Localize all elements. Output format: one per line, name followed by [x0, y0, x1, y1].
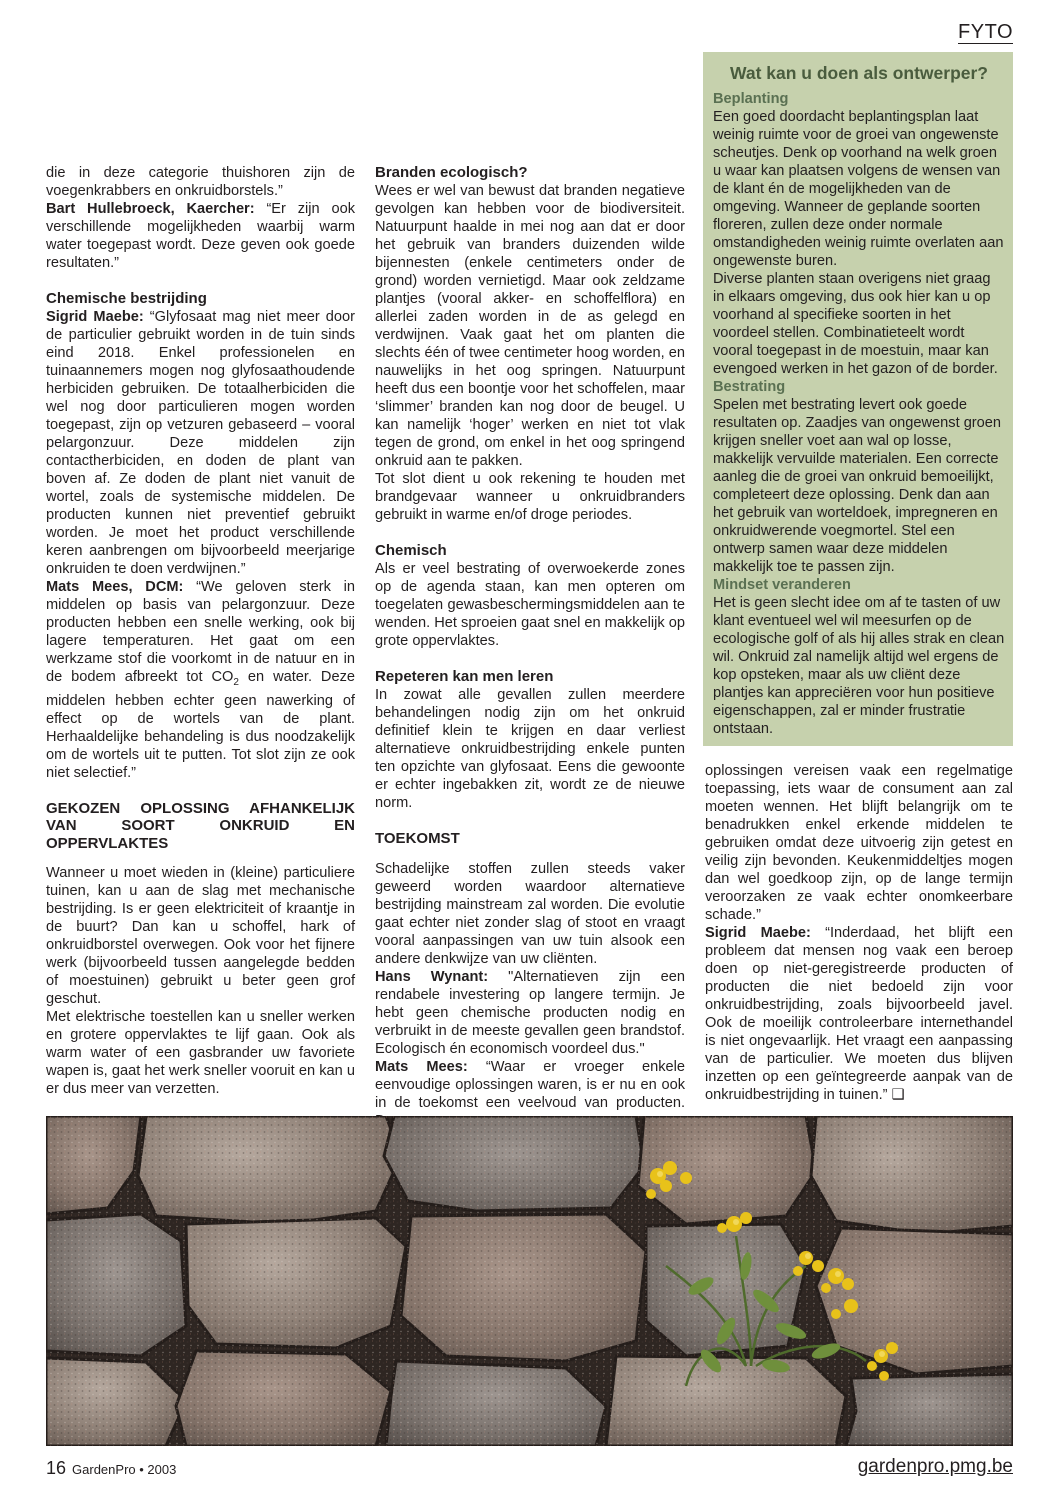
sidebar-heading-mindset: Mindset veranderen — [713, 577, 851, 593]
sidebar-paragraph: Het is geen slecht idee om af te tasten of uw klant eventueel wel wil meesurfen op de ecologische golf of als hij alles strak en clean wil. Onkruid zal namelijk altijd wel ergens de kop opsteken, maar als uw cliënt deze plantjes kan appreciëren voor hun positieve eigenschappen, zal er minder frustratie ontstaan. — [713, 595, 1005, 737]
subscript: 2 — [233, 676, 239, 688]
paragraph: oplossingen vereisen vaak een regelmatige toepassing, iets waar de consument aan zal moeten wennen. Het blijft belangrijk om te benadrukken enkel erkende middelen te gebruiken omdat deze uitvoerig zijn getest en veilig zijn bevonden. Keukenmiddeltjes mogen dan wel goedkoop zijn, op de lange termijn veroorzaken ze vaak echter onomkeerbare schade.” — [705, 763, 1013, 923]
paragraph: Wees er wel van bewust dat branden negatieve gevolgen kan hebben voor de biodiversiteit. Natuurpunt haalde in mei nog aan dat er door het gebruik van branders duizenden wilde bijennesten (enkele centimeters onder de grond) worden vernietigd. Maar ook zeldzame plantjes (vooral akker- en schoffelflora) en allerlei zaden worden in de as gelegd en verdwijnen. Vaak gaat het om planten die slechts één of twee centimeter hoog worden, en nauwelijks in het oog springen. Natuurpunt heeft dus een boontje voor het schoffelen, maar ‘slimmer’ branden kan nog door de beugel. U kan namelijk ‘hoger’ werken en niet tot vlak tegen de grond, om enkel in het oog springend onkruid aan te pakken. — [375, 183, 685, 469]
heading-chemische-bestrijding: Chemische bestrijding — [46, 290, 207, 307]
sidebar-paragraph: Diverse planten staan overigens niet graag in elkaars omgeving, dus ook hier kan u op voorhand al specifieke soorten in het voordeel stellen. Combinatieteelt wordt vooral toegepast in de moestuin, maar kan evengoed werken in het gazon of de border. — [713, 271, 998, 377]
speaker-name: Bart Hullebroeck, Kaercher: — [46, 201, 255, 217]
heading-gekozen-oplossing: GEKOZEN OPLOSSING AFHANKELIJK VAN SOORT ONKRUID EN OPPERVLAKTES — [46, 799, 355, 852]
quote-text: "Alternatieven zijn een rendabele investering op langere termijn. Je hebt geen chemische producten nodig en verbruikt in de meeste gevallen geen brandstof. Ecologisch én economisch voordeel dus." — [375, 968, 685, 1057]
quote-text: “Inderdaad, het blijft een probleem dat mensen nog vaak een beroep doen op niet-geregistreerde producten of producten die niet bedoeld zijn voor onkruidbestrijding, zoals bijvoorbeeld javel. Ook de moeilijk controleerbare internethandel is niet ongevaarlijk. Het vraagt een aanpassing van de particulier. We moeten dus blijven inzetten op een geïntegreerde aanpak van de onkruidbestrijding in tuinen.” — [705, 925, 1013, 1103]
quote-sigrid — [705, 924, 1013, 1104]
column-2 — [375, 164, 685, 1130]
quote-text: “We geloven sterk in middelen op basis van pelargonzuur. Deze producten hebben een snelle werking, ook bij lagere temperaturen. Het gaat om een werkzame stof die voorkomt in de natuur en in de bodem afbreekt tot CO — [46, 579, 355, 685]
heading-repeteren: Repeteren kan men leren — [375, 668, 554, 685]
paragraph: Tot slot dient u ook rekening te houden met brandgevaar wanneer u onkruidbranders gebruikt in warme en/of droge periodes. — [375, 471, 685, 523]
paragraph: Met elektrische toestellen kan u sneller werken en grotere oppervlaktes te lijf gaan. Ook als warm water of een gasbrander uw favoriete wapen is, gaat het werk sneller vooruit en kan u er dus meer van verzetten. — [46, 1009, 355, 1098]
footer-url-link[interactable]: gardenpro.pmg.be — [857, 1456, 1013, 1477]
quote-text: “Er zijn ook verschillende mogelijkheden waarbij warm water toegepast wordt. Deze geven ook goede resultaten.” — [46, 201, 355, 271]
quote-text: “Waar er vroeger enkele eenvoudige oplossingen waren, is er nu en ook in de toekomst een veelvoud van producten. — [375, 1058, 685, 1111]
column-1 — [46, 164, 355, 1098]
paragraph: Schadelijke stoffen zullen steeds vaker geweerd worden waardoor alternatieve bestrijding mainstream zal worden. Die evolutie gaat echter niet zonder slag of stoot en vraagt vooral aanpassingen van uw tuin alsook een andere denkwijze van uw cliënten. — [375, 860, 685, 967]
paragraph: die in deze categorie thuishoren zijn de voegenkrabbers en onkruidborstels.” — [46, 165, 355, 199]
quote-sigrid — [46, 308, 355, 578]
page-number: 16 — [46, 1458, 67, 1478]
heading-toekomst: TOEKOMST — [375, 830, 460, 847]
speaker-name: Hans Wynant: — [375, 968, 489, 985]
heading-branden-ecologisch: Branden ecologisch? — [375, 164, 528, 181]
speaker-name: Sigrid Maebe: — [46, 309, 144, 325]
quote-hans — [375, 968, 685, 1058]
heading-chemisch: Chemisch — [375, 542, 447, 559]
end-mark-icon: ❑ — [891, 1087, 905, 1103]
quote-bart — [46, 200, 355, 272]
paragraph: Wanneer u moet wieden in (kleine) particuliere tuinen, kan u aan de slag met mechanische bestrijding. Is er geen elektriciteit of kraantje in de buurt? Dan kan u schoffel, hark of onkruidborstel overwegen. Ook voor het fijnere werk (bijvoorbeeld tussen aangelegde bedden of moestuinen) gebruikt u beter geen grof geschut. — [46, 865, 355, 1008]
sidebar-paragraph: Een goed doordacht beplantingsplan laat weinig ruimte voor de groei van ongewenste scheutjes. Denk op voorhand na welk groen u waar kan plaatsen volgens de wensen van de klant én de mogelijkheden van de omgeving. Wanneer de geplande soorten floreren, zullen deze onder normale omstandigheden weinig ruimte overlaten aan ongewenste buren. — [713, 109, 1004, 269]
sidebar-title: Wat kan u doen als ontwerper? — [730, 63, 988, 83]
speaker-name: Mats Mees, DCM: — [46, 579, 184, 595]
quote-mats — [46, 578, 355, 782]
photo-stone-wall — [46, 1116, 1013, 1446]
section-tag: FYTO — [958, 21, 1013, 43]
speaker-name: Mats Mees: — [375, 1058, 468, 1075]
stone-wall-image — [46, 1116, 1013, 1446]
speaker-name: Sigrid Maebe: — [705, 925, 811, 941]
paragraph: Als er veel bestrating of overwoekerde zones op de agenda staan, kan men opteren om toegelaten gewasbeschermingsmiddelen aan te wenden. Het sproeien gaat snel en makkelijk op grote oppervlaktes. — [375, 561, 685, 649]
sidebar-box — [703, 52, 1013, 746]
sidebar-heading-bestrating: Bestrating — [713, 379, 786, 395]
paragraph: In zowat alle gevallen zullen meerdere behandelingen nodig zijn om het onkruid definitief klein te krijgen en daar verliest alternatieve onkruidbestrijding enkele punten ten opzichte van glyfosaat. Eens die gewoonte er echter ingebakken zit, wordt ze de nieuwe norm. — [375, 687, 685, 811]
column-3 — [705, 762, 1013, 1104]
quote-text: “Glyfosaat mag niet meer door de particulier gebruikt worden in de tuin sinds eind 2018. Enkel professionelen en tuinaannemers mogen nog glyfosaathoudende herbiciden gebruiken. De totaalherbiciden die wel nog door particulieren mogen worden toegepast, zijn op vetzuren gebaseerd – vooral pelargonzuur. Deze middelen zijn contactherbiciden, en doden de plant van boven af. Ze doden de plant niet vanuit de wortel, zoals de systemische middelen. De producten kunnen niet preventief gebruikt worden. Je moet het product verschillende keren aanbrengen om bijvoorbeeld meerjarige onkruiden te doen verdwijnen.” — [46, 309, 356, 577]
magazine-name: GardenPro • 2003 — [72, 1462, 177, 1477]
sidebar-heading-beplanting: Beplanting — [713, 91, 789, 107]
footer-left — [46, 1458, 176, 1479]
quote-text: en water. Deze middelen hebben echter geen nawerking of effect op de wortels van de plant. Herhaaldelijke behandeling is dus noodzakelijk om de wortels uit te putten. Tot slot zijn ze ook niet selectief.” — [46, 669, 356, 781]
sidebar-paragraph: Spelen met bestrating levert ook goede resultaten op. Zaadjes van ongewenst groen krijgen sneller voet aan wal op losse, makkelijk vervuilde materialen. Een correcte aanleg die de groei van onkruid bemoeilijkt, completeert deze oplossing. Denk dan aan het gebruik van worteldoek, impregneren en onkruidwerende voegmortel. Stel een ontwerp samen waar deze middelen makkelijk toe te passen zijn. — [713, 397, 1002, 575]
